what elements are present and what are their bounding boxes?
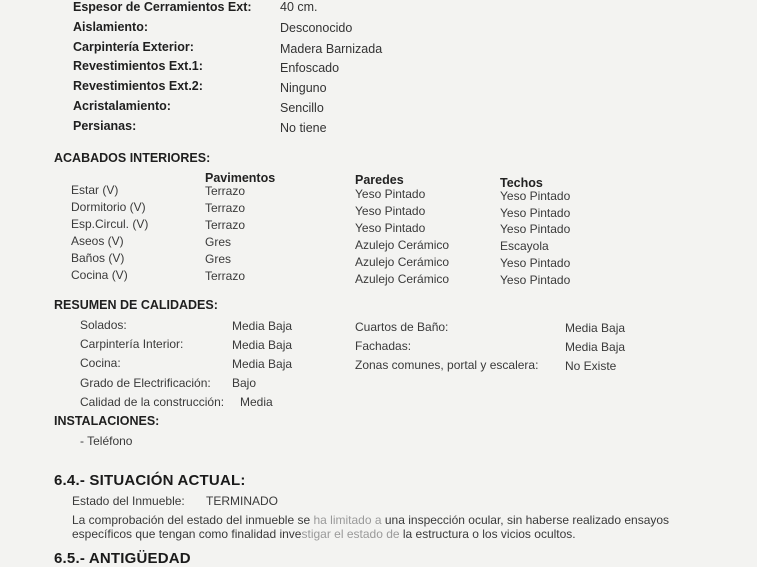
grado-label: Grado de Electrificación:	[80, 376, 211, 390]
list-item: - Teléfono	[80, 434, 133, 448]
field-value: No tiene	[280, 121, 327, 135]
quality-label: Carpintería Interior:	[80, 337, 184, 351]
pared-cell: Yeso Pintado	[355, 221, 426, 235]
quality-label: Cuartos de Baño:	[355, 320, 449, 334]
room-name: Aseos (V)	[71, 234, 124, 248]
section-title: ACABADOS INTERIORES:	[54, 151, 211, 165]
pavimento-cell: Gres	[205, 235, 232, 249]
quality-label: Cocina:	[80, 356, 121, 370]
calidad-label: Calidad de la construcción:	[80, 395, 225, 409]
paragraph-line	[72, 513, 669, 527]
room-name: Esp.Circul. (V)	[71, 217, 149, 231]
column-header-pavimentos: Pavimentos	[205, 171, 276, 185]
estado-label: Estado del Inmueble:	[72, 494, 185, 508]
room-name: Cocina (V)	[71, 268, 128, 282]
section-title: RESUMEN DE CALIDADES:	[54, 298, 218, 312]
techo-cell: Yeso Pintado	[500, 189, 571, 203]
paragraph-line	[72, 527, 576, 541]
paragraph-text-faded: ha limitado a	[313, 513, 382, 527]
field-label: Carpintería Exterior:	[73, 40, 194, 54]
column-header-paredes: Paredes	[355, 173, 404, 187]
techo-cell: Yeso Pintado	[500, 256, 571, 270]
pavimento-cell: Gres	[205, 252, 232, 266]
field-label: Revestimientos Ext.2:	[73, 79, 203, 93]
grado-value: Bajo	[232, 376, 257, 390]
calidad-value: Media	[240, 395, 273, 409]
field-value: Desconocido	[280, 21, 353, 35]
pared-cell: Yeso Pintado	[355, 204, 426, 218]
pavimento-cell: Terrazo	[205, 184, 246, 198]
pavimento-cell: Terrazo	[205, 201, 246, 215]
paragraph-text: La comprobación del estado del inmueble se	[72, 513, 314, 527]
quality-value: Media Baja	[232, 338, 293, 352]
quality-value: Media Baja	[565, 321, 626, 335]
quality-label: Solados:	[80, 318, 127, 332]
pavimento-cell: Terrazo	[205, 218, 246, 232]
section-title: INSTALACIONES:	[54, 414, 160, 428]
field-label: Acristalamiento:	[73, 99, 171, 113]
techo-cell: Yeso Pintado	[500, 273, 571, 287]
paragraph-text: una inspección ocular, sin haberse realizado ensayos	[381, 513, 670, 527]
paragraph-text-faded: stigar el estado de	[301, 527, 400, 541]
field-value: Ninguno	[280, 81, 327, 95]
quality-value: No Existe	[565, 359, 617, 373]
section-heading: 6.4.- SITUACIÓN ACTUAL:	[54, 472, 246, 489]
field-label: Revestimientos Ext.1:	[73, 59, 203, 73]
techo-cell: Yeso Pintado	[500, 222, 571, 236]
pared-cell: Azulejo Cerámico	[355, 272, 450, 286]
techo-cell: Yeso Pintado	[500, 206, 571, 220]
quality-label: Fachadas:	[355, 339, 412, 353]
room-name: Estar (V)	[71, 183, 119, 197]
techo-cell: Escayola	[500, 239, 549, 253]
quality-value: Media Baja	[232, 357, 293, 371]
field-value: Sencillo	[280, 101, 324, 115]
quality-value: Media Baja	[565, 340, 626, 354]
quality-label: Zonas comunes, portal y escalera:	[355, 358, 539, 372]
field-label: Persianas:	[73, 119, 137, 133]
pared-cell: Azulejo Cerámico	[355, 238, 450, 252]
estado-value: TERMINADO	[206, 494, 278, 508]
field-label: Espesor de Cerramientos Ext:	[73, 0, 252, 14]
field-value: Madera Barnizada	[280, 42, 383, 56]
room-name: Dormitorio (V)	[71, 200, 146, 214]
section-heading: 6.5.- ANTIGÜEDAD	[54, 550, 191, 567]
paragraph-text: la estructura o los vicios ocultos.	[399, 527, 576, 541]
paragraph-text: específicos que tengan como finalidad inve	[72, 527, 302, 541]
pared-cell: Yeso Pintado	[355, 187, 426, 201]
column-header-techos: Techos	[500, 176, 543, 190]
field-label: Aislamiento:	[73, 20, 149, 34]
field-value: Enfoscado	[280, 61, 340, 75]
room-name: Baños (V)	[71, 251, 125, 265]
quality-value: Media Baja	[232, 319, 293, 333]
field-value: 40 cm.	[280, 0, 318, 14]
pared-cell: Azulejo Cerámico	[355, 255, 450, 269]
pavimento-cell: Terrazo	[205, 269, 246, 283]
